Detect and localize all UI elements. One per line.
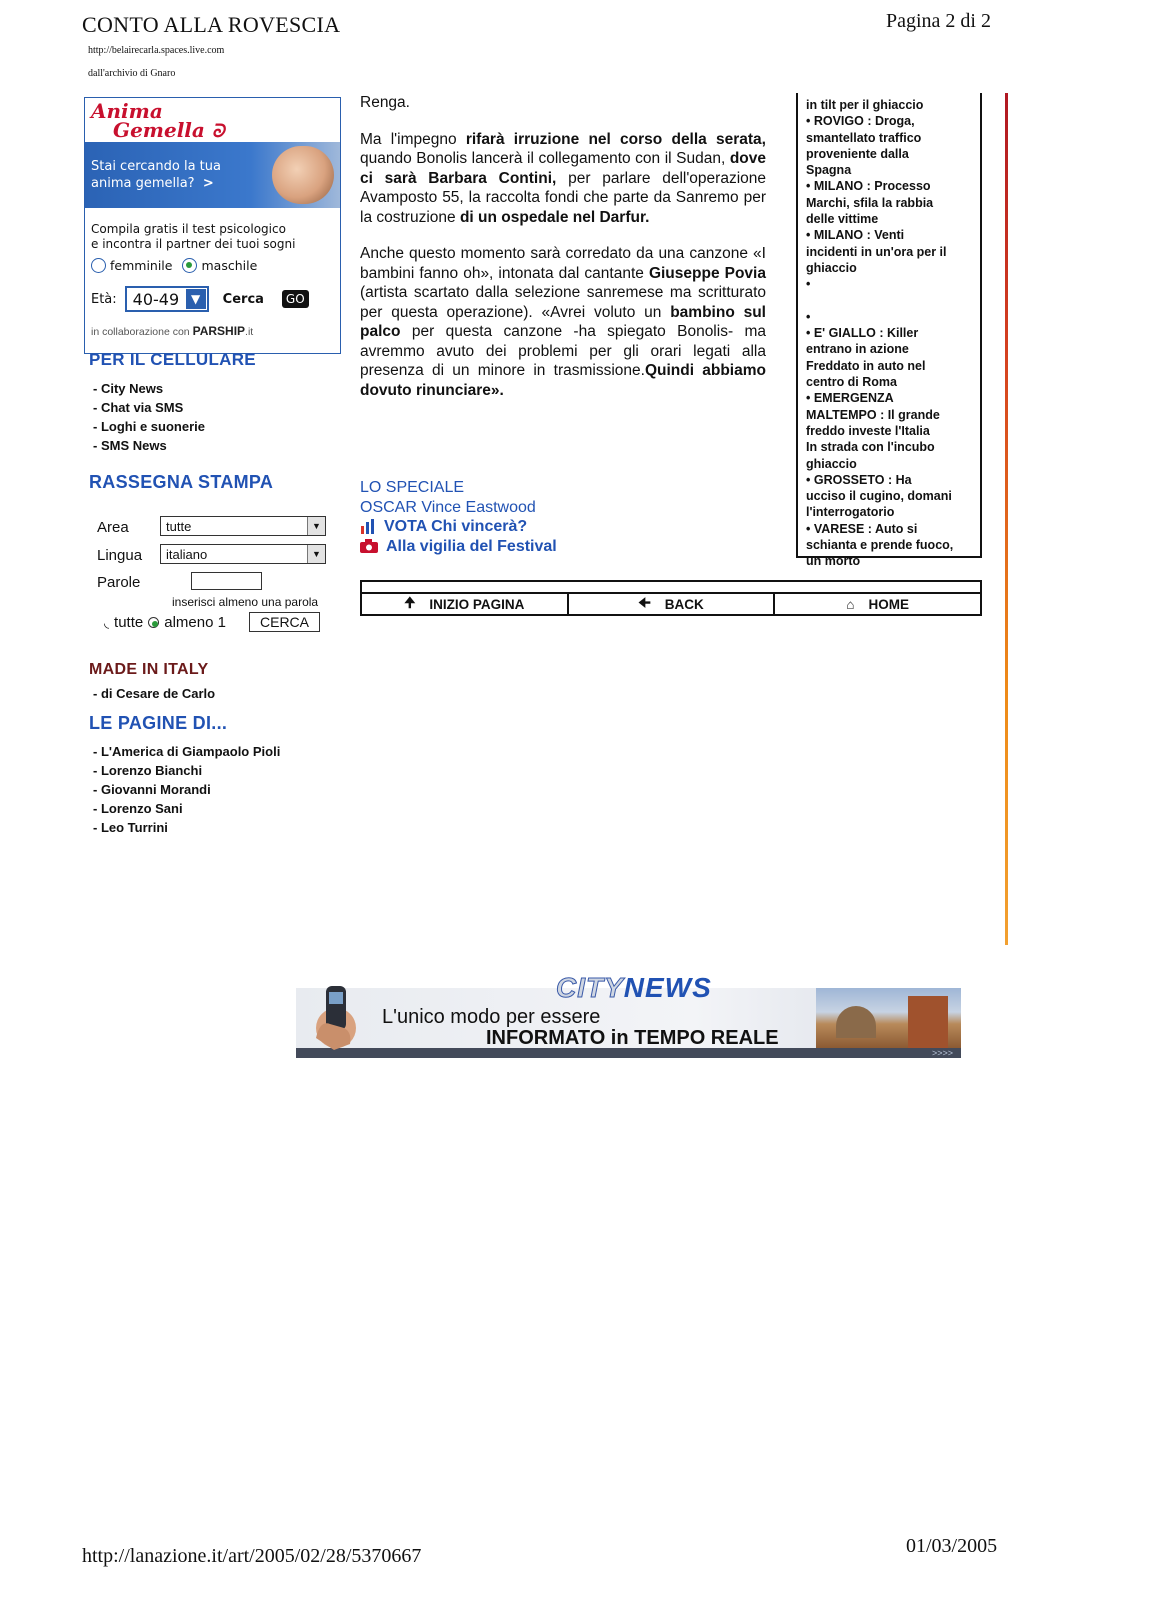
pagine-link-pioli[interactable]: - L'America di Giampaolo Pioli bbox=[93, 742, 280, 761]
news-line: freddo investe l'Italia bbox=[806, 423, 930, 438]
speciale-box bbox=[360, 478, 557, 556]
article-run: quando Bonolis lancerà il collegamento con il Sudan, bbox=[360, 150, 730, 167]
radio-female-label: femminile bbox=[110, 258, 173, 273]
cellulare-link-chat-sms[interactable]: - Chat via SMS bbox=[93, 398, 205, 417]
parole-label: Parole bbox=[97, 574, 141, 591]
radio-at-least-one-label: almeno 1 bbox=[164, 614, 226, 631]
match-options bbox=[104, 614, 226, 631]
pagine-heading: LE PAGINE DI... bbox=[89, 713, 228, 733]
ad-banner-text-2: anima gemella? bbox=[91, 176, 195, 191]
radio-female[interactable] bbox=[91, 258, 106, 273]
article-run: rifarà irruzione nel corso della serata, bbox=[465, 130, 766, 148]
news-line bbox=[806, 293, 980, 309]
cellulare-heading: PER IL CELLULARE bbox=[89, 350, 256, 369]
ad-desc-1: Compila gratis il test psicologico bbox=[91, 222, 286, 236]
cellulare-link-sms-news[interactable]: - SMS News bbox=[93, 436, 205, 455]
article-run: Anche questo momento sarà corredato da una canzone «I bambini fanno oh», intonata dal cantante bbox=[360, 245, 766, 282]
logo-news: NEWS bbox=[623, 976, 712, 1003]
lingua-label: Lingua bbox=[97, 547, 143, 564]
article-run: Quindi abbiamo dovuto rinunciare». bbox=[360, 362, 766, 399]
accent-divider bbox=[1005, 93, 1008, 945]
banner-line-2: INFORMATO in TEMPO REALE bbox=[486, 1027, 779, 1049]
article-body bbox=[360, 93, 766, 417]
news-line: ghiaccio bbox=[806, 456, 857, 471]
parole-hint: inserisci almeno una parola bbox=[172, 595, 319, 609]
festival-link[interactable]: Alla vigilia del Festival bbox=[386, 537, 557, 555]
speciale-title[interactable]: LO SPECIALE bbox=[360, 479, 465, 496]
ad-desc-2: e incontra il partner dei tuoi sogni bbox=[91, 237, 296, 251]
made-in-italy-link[interactable]: - di Cesare de Carlo bbox=[93, 684, 215, 703]
nav-back-button[interactable] bbox=[569, 592, 776, 614]
article-run: Giuseppe Povia bbox=[648, 264, 766, 282]
anima-gemella-ad[interactable] bbox=[84, 97, 341, 354]
couple-photo bbox=[272, 146, 334, 204]
nav-back-label: BACK bbox=[664, 596, 704, 612]
article-run: (artista scartato dalla selezione sanremese ma scritturato per questa operazione). «Avrei voluto un bbox=[360, 284, 766, 321]
news-line: smantellato traffico bbox=[806, 130, 922, 145]
news-line[interactable]: • MILANO : Processo bbox=[806, 179, 931, 194]
cellulare-link-city-news[interactable]: - City News bbox=[93, 379, 205, 398]
news-line: incidenti in un'ora per il bbox=[806, 244, 947, 259]
article-run: Ma l'impegno bbox=[360, 130, 466, 148]
news-line[interactable]: • E' GIALLO : Killer bbox=[806, 326, 919, 341]
anima-gemella-logo[interactable] bbox=[91, 99, 225, 142]
age-select[interactable] bbox=[125, 286, 209, 312]
nav-top-label: INIZIO PAGINA bbox=[429, 596, 525, 612]
article-run: di un ospedale nel Darfur. bbox=[459, 208, 650, 226]
cerca-button[interactable]: CERCA bbox=[249, 612, 320, 632]
arrow-up-icon: 🠉 bbox=[404, 594, 416, 610]
news-line: entrano in azione bbox=[806, 342, 909, 357]
news-line: Freddato in auto nel bbox=[806, 358, 926, 373]
speciale-oscar-link[interactable]: OSCAR Vince Eastwood bbox=[360, 498, 536, 516]
news-line[interactable]: • bbox=[806, 277, 811, 292]
ad-banner-text-1: Stai cercando la tua bbox=[91, 159, 221, 174]
news-line[interactable]: • GROSSETO : Ha bbox=[806, 472, 912, 487]
area-select[interactable] bbox=[160, 516, 326, 536]
footer-url: http://lanazione.it/art/2005/02/28/5370667 bbox=[82, 1545, 422, 1567]
article-run: per parlare dell'operazione Avamposto 55, la raccolta fondi che parte da Sanremo per la costruzione bbox=[360, 169, 766, 226]
parship-suffix: .it bbox=[245, 326, 254, 338]
footer-date: 01/03/2005 bbox=[906, 1535, 998, 1557]
age-label: Età: bbox=[91, 291, 117, 307]
news-line[interactable]: • VARESE : Auto si bbox=[806, 521, 918, 536]
article-run: dove ci sarà Barbara Contini, bbox=[360, 150, 766, 187]
dome-shape bbox=[836, 1006, 876, 1038]
pagine-link-bianchi[interactable]: - Lorenzo Bianchi bbox=[93, 761, 280, 780]
home-icon: ⌂ bbox=[846, 596, 855, 612]
search-label: Cerca bbox=[222, 291, 264, 307]
news-line: in tilt per il ghiaccio bbox=[806, 98, 924, 112]
area-value: tutte bbox=[166, 518, 192, 534]
news-line[interactable]: • ROVIGO : Droga, bbox=[806, 114, 915, 129]
article-paragraph-0: Renga. bbox=[360, 94, 410, 111]
age-value: 40-49 bbox=[132, 289, 180, 309]
lingua-select[interactable] bbox=[160, 544, 326, 564]
collab-note bbox=[91, 324, 253, 338]
news-line: un morto bbox=[806, 554, 861, 569]
go-button[interactable]: GO bbox=[282, 290, 309, 308]
news-ticker-box bbox=[796, 93, 982, 569]
radio-male[interactable] bbox=[182, 258, 197, 273]
archive-note: dall'archivio di Gnaro bbox=[88, 68, 176, 79]
chevron-down-icon: ▼ bbox=[186, 289, 206, 309]
ad-banner[interactable] bbox=[85, 142, 340, 208]
radio-male-label: maschile bbox=[201, 258, 258, 273]
news-line: ghiaccio bbox=[806, 260, 857, 275]
pagine-link-sani[interactable]: - Lorenzo Sani bbox=[93, 799, 280, 818]
radio-all-label: tutte bbox=[114, 614, 144, 631]
news-line: proveniente dalla bbox=[806, 146, 909, 161]
pagine-list bbox=[93, 742, 280, 837]
made-in-italy-list bbox=[93, 684, 215, 703]
bar-chart-icon bbox=[360, 519, 376, 534]
news-line[interactable]: • MILANO : Venti bbox=[806, 228, 905, 243]
lingua-value: italiano bbox=[166, 546, 208, 562]
article-paragraph-1 bbox=[360, 130, 766, 228]
document-title: CONTO ALLA ROVESCIA bbox=[82, 12, 341, 37]
radio-all[interactable]: ◟ bbox=[104, 614, 110, 630]
made-in-italy-heading: MADE IN ITALY bbox=[89, 661, 209, 678]
page-number: Pagina 2 di 2 bbox=[886, 10, 991, 32]
cellulare-list bbox=[93, 379, 205, 455]
page-nav-bar bbox=[360, 580, 982, 616]
area-label: Area bbox=[97, 519, 129, 536]
news-line[interactable]: • bbox=[806, 309, 811, 324]
pagine-link-morandi[interactable]: - Giovanni Morandi bbox=[93, 780, 280, 799]
logo-line-1: Anima bbox=[91, 99, 163, 123]
city-photo bbox=[816, 988, 961, 1048]
chevron-right-icon: > bbox=[202, 176, 214, 191]
chevron-down-icon: ▼ bbox=[307, 545, 325, 563]
article-run: bambino sul palco bbox=[360, 303, 766, 340]
news-line: Marchi, sfila la rabbia bbox=[806, 195, 934, 210]
parole-input[interactable] bbox=[191, 572, 262, 590]
banner-arrows: >>>> bbox=[931, 1048, 953, 1058]
citynews-logo bbox=[556, 976, 712, 1004]
rassegna-heading: RASSEGNA STAMPA bbox=[89, 472, 274, 492]
news-line: Spagna bbox=[806, 163, 852, 178]
tower-shape bbox=[908, 996, 948, 1048]
heart-swirl-icon: ᘐ bbox=[211, 121, 225, 142]
chevron-down-icon: ▼ bbox=[307, 517, 325, 535]
logo-city: CITY bbox=[556, 976, 624, 1003]
news-line: l'interrogatorio bbox=[806, 505, 895, 520]
mobile-phone-icon bbox=[314, 984, 358, 1050]
news-line[interactable]: • EMERGENZA bbox=[806, 391, 894, 406]
nav-top-button[interactable] bbox=[362, 592, 569, 614]
vote-link[interactable]: VOTA Chi vincerà? bbox=[384, 518, 528, 535]
radio-at-least-one[interactable] bbox=[148, 617, 159, 628]
cellulare-link-loghi[interactable]: - Loghi e suonerie bbox=[93, 417, 205, 436]
banner-line-1: L'unico modo per essere bbox=[382, 1006, 601, 1028]
parship-logo: PARSHIP bbox=[192, 324, 246, 338]
article-run: per questa canzone -ha spiegato Bonolis- ma avremmo avuto dei problemi per gli orari legati alla presenza di un minore in trasmissione. bbox=[360, 323, 766, 379]
article-paragraph-2 bbox=[360, 244, 766, 400]
news-line: ucciso il cugino, domani bbox=[806, 489, 952, 504]
news-line: centro di Roma bbox=[806, 375, 897, 390]
nav-home-label: HOME bbox=[868, 596, 909, 612]
collab-text: in collaborazione con bbox=[91, 326, 190, 338]
citynews-banner[interactable] bbox=[296, 976, 961, 1060]
source-url: http://belairecarla.spaces.live.com bbox=[88, 45, 225, 56]
pagine-link-turrini[interactable]: - Leo Turrini bbox=[93, 818, 280, 837]
logo-line-2: Gemella bbox=[113, 118, 205, 142]
arrow-left-icon: 🠈 bbox=[638, 594, 651, 610]
nav-home-button[interactable] bbox=[775, 592, 980, 614]
news-line: In strada con l'incubo bbox=[806, 440, 935, 455]
news-line: MALTEMPO : Il grande bbox=[806, 407, 940, 422]
news-line: schianta e prende fuoco, bbox=[806, 538, 954, 553]
camera-icon bbox=[360, 539, 378, 553]
news-line: delle vittime bbox=[806, 212, 879, 227]
